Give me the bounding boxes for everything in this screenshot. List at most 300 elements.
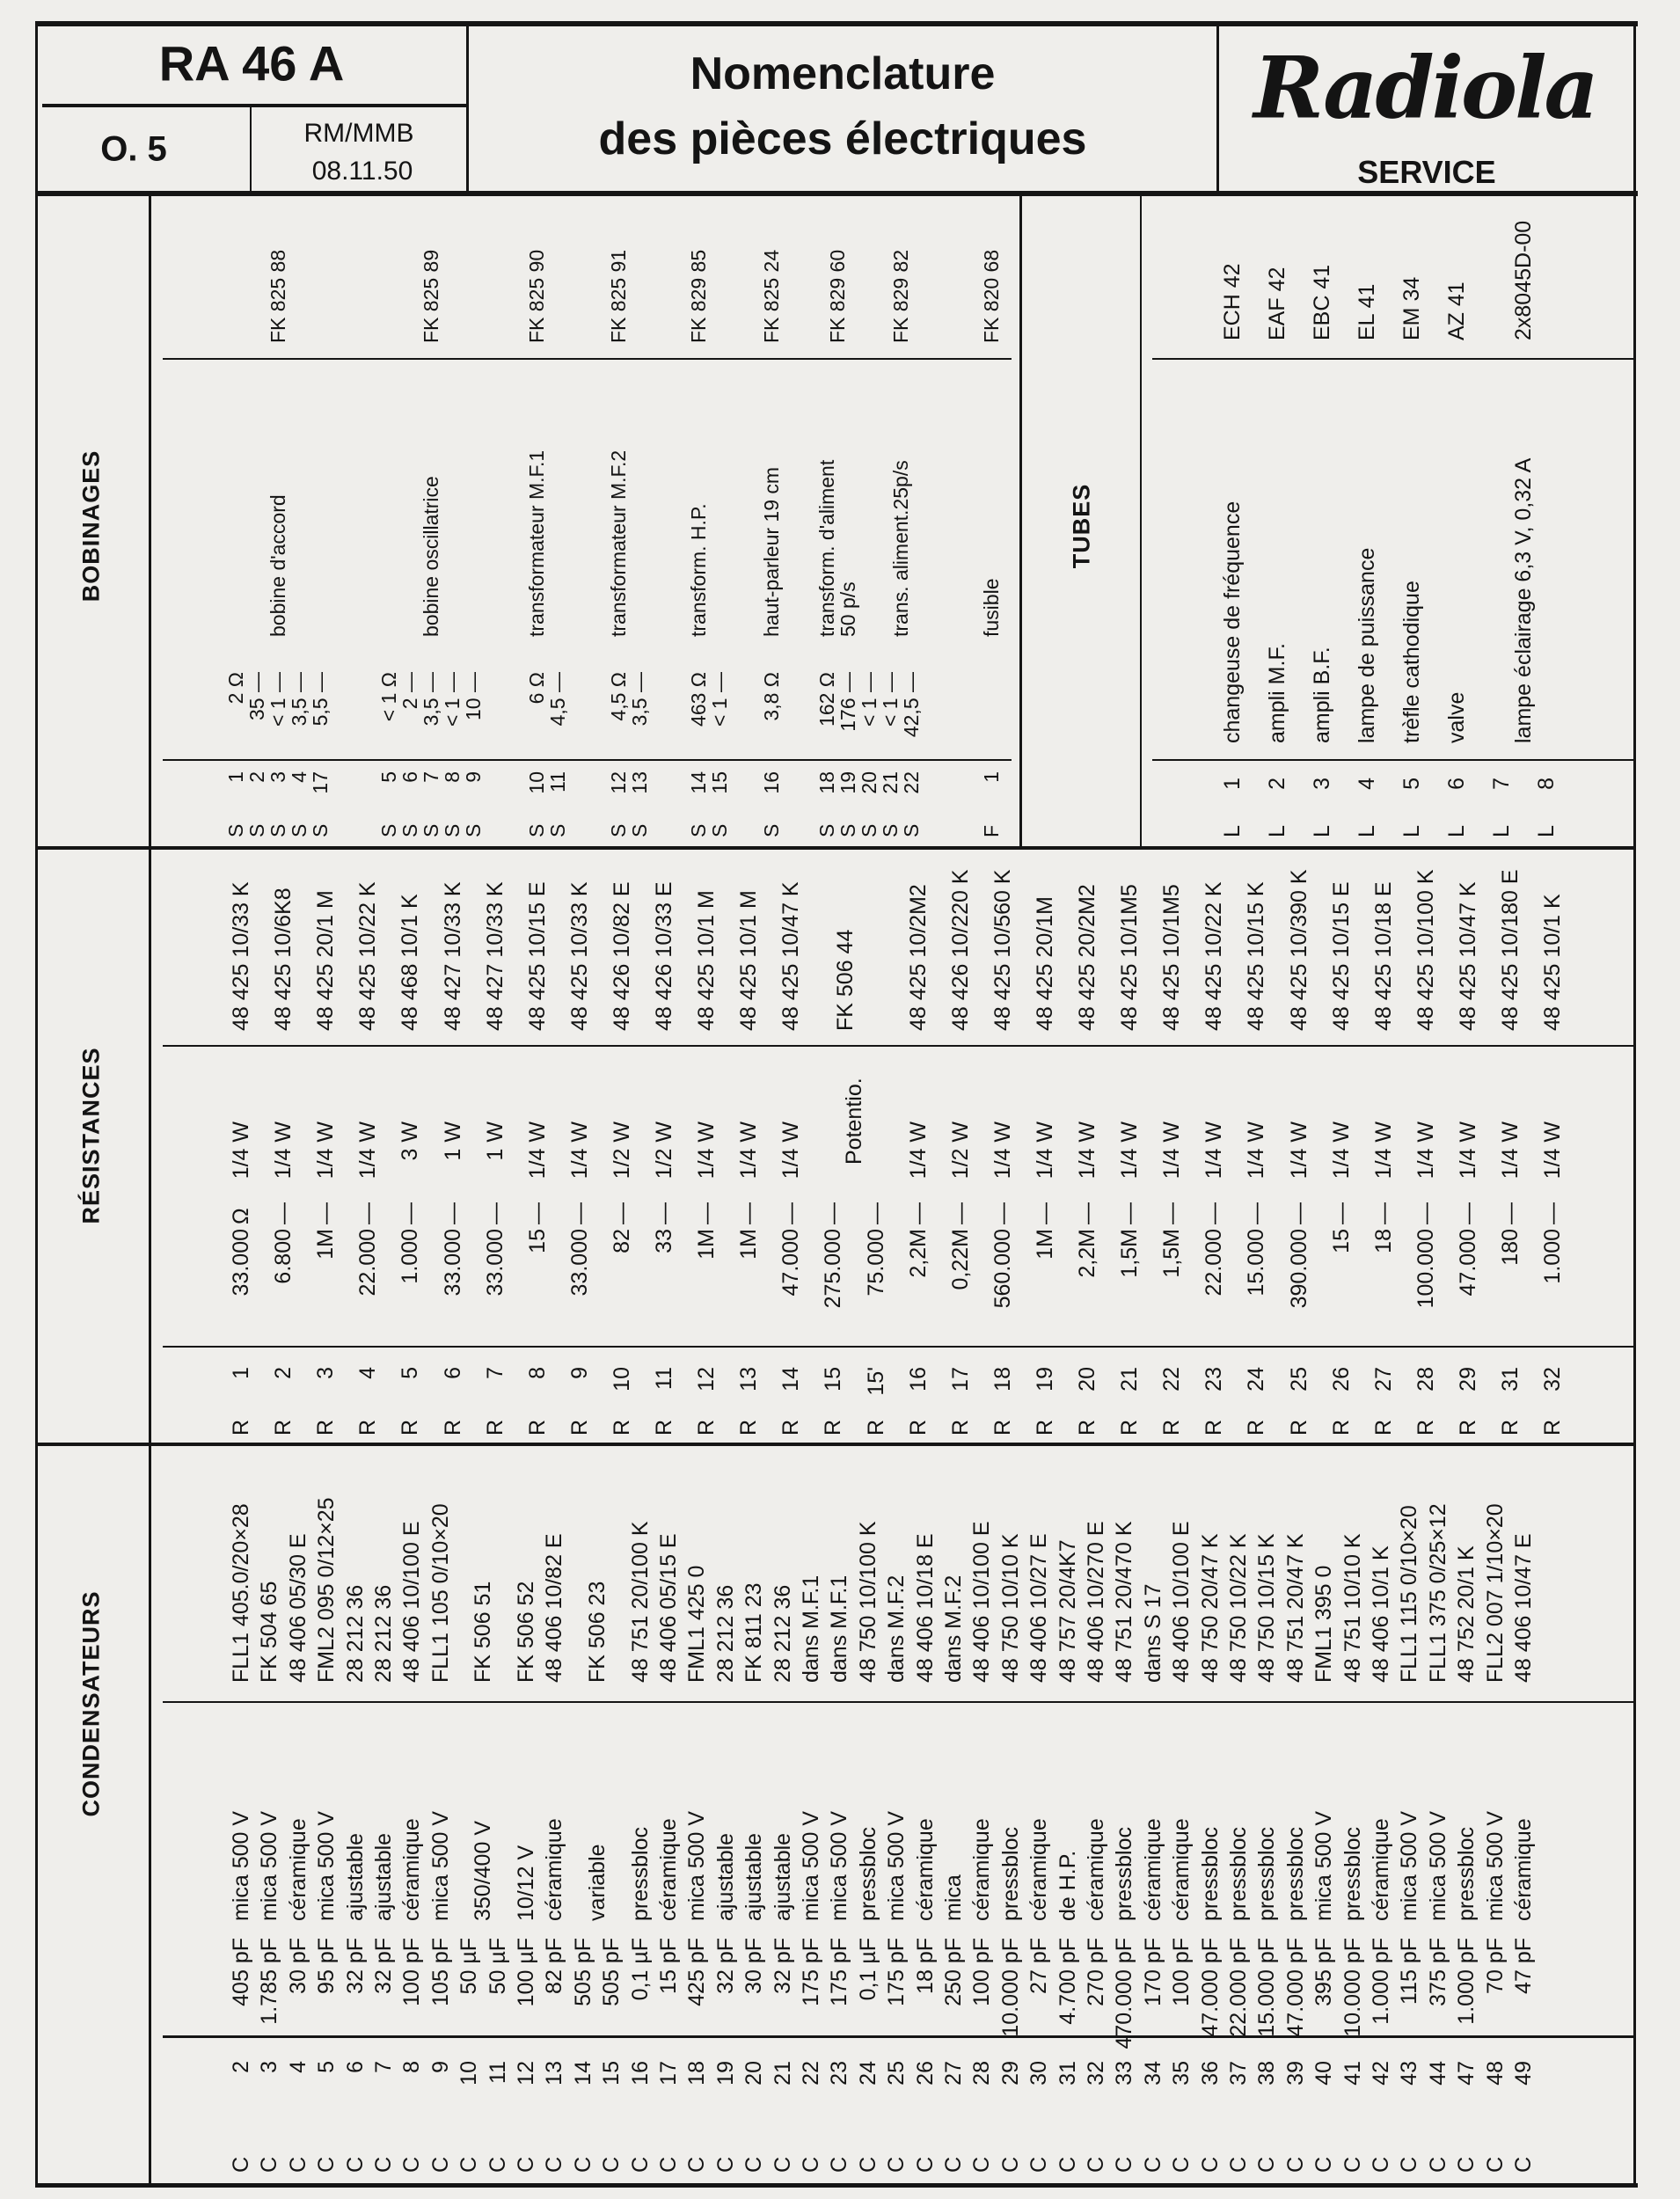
component-ref: C [827,2156,852,2173]
component-ref: L [1265,825,1289,837]
component-ref: C [684,2156,710,2173]
part-code: FK 504 65 [257,1581,282,1683]
component-ref: L [1355,825,1379,837]
component-number: 20 [858,771,880,794]
capacitor-type: pressbloc [1254,1827,1280,1921]
component-number: 9 [566,1367,592,1379]
resistor-row [1066,848,1108,1444]
separator-mark: — [1159,1202,1185,1224]
part-code: 48 751 10/10 K [1340,1533,1365,1683]
part-code: 48 468 10/1 K [398,894,423,1031]
component-number: 24 [1244,1367,1269,1392]
part-code: 48 425 10/18 E [1370,881,1396,1031]
tube-type: 2x8045D-00 [1511,220,1536,340]
capacitance-value: 22.000 pF [1226,1938,1251,2037]
component-number: 16 [627,2061,653,2086]
component-ref: C [997,2156,1023,2173]
resistance-value: 33.000 [566,1229,592,1297]
component-ref: C [514,2156,538,2173]
component-number: 35 [1169,2061,1194,2086]
component-number: 1 [229,1367,253,1379]
author-code: RM/MMB [303,119,414,148]
header-divider-1 [466,25,469,194]
capacitor-row [369,1444,398,2185]
component-number: 43 [1397,2061,1422,2086]
capacitance-value: 4.700 pF [1055,1938,1080,2025]
resistance-value: 15 [524,1229,550,1253]
section-label-resistances: RÉSISTANCES [77,1047,105,1224]
component-ref: R [440,1419,465,1436]
capacitor-type: céramique [1084,1818,1108,1921]
brand-service: SERVICE [1357,154,1496,190]
part-code: 48 425 10/100 K [1413,869,1438,1031]
component-number: 34 [1140,2061,1165,2086]
capacitor-row [1282,1444,1310,2185]
capacitor-type: mica 500 V [257,1810,282,1921]
separator-mark: — [271,1202,296,1224]
capacitor-row [626,1444,654,2185]
capacitance-value: 100 pF [969,1938,995,2006]
component-number: 39 [1282,2061,1308,2086]
component-number: 1 [1220,778,1245,790]
part-code: 48 425 10/180 E [1498,869,1523,1031]
capacitor-row [854,1444,882,2185]
capacitor-type: pressbloc [1282,1827,1308,1921]
component-ref: R [566,1419,592,1436]
capacitor-row [312,1444,340,2185]
winding-resistance: < 1 — [267,672,289,727]
component-ref: S [900,823,923,837]
component-number: 11 [652,1367,676,1390]
capacitor-type: pressbloc [1340,1827,1365,1921]
resistance-value: 15 [1328,1229,1354,1253]
part-code: 48 426 10/33 E [652,881,676,1031]
part-code: 48 406 10/47 E [1511,1533,1536,1683]
component-ref: L [1444,825,1469,837]
winding-resistance: < 1 — [879,672,902,727]
capacitance-value: 47.000 pF [1282,1938,1308,2037]
part-code: 48 425 10/1M5 [1117,884,1143,1031]
capacitance-value: 47 pF [1511,1938,1536,1994]
component-number: 16 [905,1367,931,1392]
capacitance-value: 32 pF [342,1938,368,1994]
resistor-row [1362,848,1405,1444]
component-number: 15 [708,771,731,794]
part-code: 48 406 10/270 E [1084,1521,1108,1683]
component-ref: L [1534,825,1559,837]
capacitor-row [968,1444,996,2185]
separator-mark: — [313,1202,339,1224]
separator-mark: — [905,1202,931,1224]
separator-mark: — [609,1202,634,1224]
component-ref: C [941,2156,966,2173]
capacitor-type: mica 500 V [1311,1810,1337,1921]
part-code: FK 506 23 [584,1581,610,1683]
separator-mark: — [482,1202,508,1224]
capacitor-type: céramique [1169,1818,1194,1921]
coil-row [547,196,568,848]
component-number: 1 [980,771,1003,783]
capacitance-value: 32 pF [712,1938,738,1994]
part-code: 48 425 20/2M2 [1075,884,1099,1031]
component-ref: C [969,2156,995,2173]
component-ref: R [1244,1419,1269,1436]
component-ref: R [990,1419,1015,1436]
capacitance-value: 395 pF [1311,1938,1337,2006]
tube-type: ECH 42 [1220,263,1245,340]
capacitor-row [1224,1444,1253,2185]
part-code: 48 425 10/390 K [1286,869,1311,1031]
part-code: 48 425 10/47 K [1455,881,1480,1031]
resistor-row [1024,848,1066,1444]
resistor-row [939,848,982,1444]
coil-row [442,196,463,848]
component-ref: C [371,2156,396,2173]
coil-row [310,196,331,848]
separator-mark: — [1328,1202,1354,1224]
sheet-number: O. 5 [100,129,167,169]
resistance-value: 82 [609,1229,634,1253]
condensateurs-table [211,1444,1583,2185]
component-number: 28 [969,2061,995,2086]
component-number: 17 [947,1367,973,1392]
coil-description: transformateur M.F.2 [607,449,630,637]
component-number: 38 [1254,2061,1280,2086]
part-code: 48 427 10/33 K [440,881,465,1031]
winding-resistance: 6 Ω [525,672,548,705]
capacitance-value: 1.785 pF [257,1938,282,2025]
power-rating: 1/4 W [990,1121,1015,1180]
component-ref: C [1511,2156,1536,2173]
component-ref: C [1369,2156,1393,2173]
component-number: 44 [1425,2061,1450,2086]
component-number: 3 [1310,778,1334,790]
component-number: 7 [371,2061,396,2073]
capacitor-row [1310,1444,1338,2185]
coil-description: 50 p/s [836,581,859,637]
capacitor-row [911,1444,939,2185]
capacitance-value: 15 pF [656,1938,681,1994]
component-ref: C [1454,2156,1479,2173]
component-ref: C [342,2156,368,2173]
capacitor-row [882,1444,910,2185]
separator-mark: — [1286,1202,1311,1224]
capacitor-row [825,1444,853,2185]
component-number: 7 [482,1367,508,1379]
separator-mark: — [1498,1202,1523,1224]
component-ref: R [1328,1419,1354,1436]
coil-description: trans. aliment.25p/s [889,460,912,637]
component-number: 21 [1117,1367,1143,1392]
part-code: FML1 425 0 [684,1565,710,1683]
power-rating: 1/4 W [1159,1121,1185,1180]
capacitance-value: 70 pF [1482,1938,1508,1994]
separator-mark: — [694,1202,719,1224]
separator-mark: — [524,1202,550,1224]
winding-resistance: 3,5 — [288,672,310,727]
part-code: 48 406 10/1 K [1369,1545,1393,1683]
power-rating: 1/4 W [355,1121,381,1180]
separator-mark: — [1032,1202,1057,1224]
part-code: 48 425 10/33 K [229,881,253,1031]
power-rating: 1/2 W [609,1121,634,1180]
part-code: FK 829 85 [687,249,710,343]
component-number: 32 [1084,2061,1108,2086]
component-number: 17 [656,2061,681,2086]
capacitance-value: 170 pF [1140,1938,1165,2006]
capacitor-row [712,1444,740,2185]
part-code: FLL1 105 0/10×20 [427,1503,453,1683]
component-ref: C [1340,2156,1365,2173]
component-number: 3 [313,1367,339,1379]
part-code: 28 212 36 [770,1584,795,1683]
component-ref: C [1226,2156,1251,2173]
resistance-value: 2,2M [905,1229,931,1278]
part-code: FLL2 007 1/10×20 [1482,1503,1508,1683]
resistance-value: 1M [1032,1229,1057,1260]
tube-row [1210,196,1254,848]
winding-resistance: < 1 — [708,672,731,727]
part-code: 48 425 10/6K8 [271,888,296,1031]
capacitor-type: de H.P. [1055,1850,1080,1921]
capacitor-type: mica 500 V [827,1810,852,1921]
part-code: 48 425 10/33 K [566,881,592,1031]
power-rating: 1/4 W [1540,1121,1566,1180]
component-number: 27 [941,2061,966,2086]
part-code: dans M.F.2 [941,1574,966,1683]
coil-row [629,196,650,848]
component-ref: S [815,823,838,837]
capacitor-row [597,1444,625,2185]
component-number: 40 [1311,2061,1337,2086]
component-ref: S [546,823,569,837]
capacitor-type: céramique [1369,1818,1393,1921]
power-rating: 1 W [482,1121,508,1161]
part-code: 48 752 20/1 K [1454,1545,1479,1683]
component-ref: S [760,823,783,837]
component-ref: R [355,1419,381,1436]
part-code: FK 829 60 [826,249,849,343]
component-number: 19 [712,2061,738,2086]
capacitance-value: 0,1 µF [627,1938,653,2001]
component-number: 15' [863,1367,888,1396]
capacitor-type: mica 500 V [1397,1810,1422,1921]
component-ref: R [1032,1419,1057,1436]
separator-mark: — [778,1202,804,1224]
part-code: 48 425 10/2M2 [905,884,931,1031]
header-divider-2 [1216,25,1219,194]
part-code: 48 426 10/82 E [609,881,634,1031]
component-number: 5 [314,2061,340,2073]
resistor-row [770,848,812,1444]
separator-mark: — [1455,1202,1480,1224]
component-ref: C [1169,2156,1194,2173]
component-ref: L [1310,825,1334,837]
capacitance-value: 1.000 pF [1454,1938,1479,2025]
component-number: 22 [799,2061,823,2086]
tube-row [1300,196,1344,848]
capacitor-row [1367,1444,1395,2185]
separator-mark: — [736,1202,762,1224]
capacitor-type: pressbloc [627,1827,653,1921]
component-number: 6 [398,771,421,783]
resistor-row [432,848,474,1444]
component-ref: C [1197,2156,1223,2173]
component-number: 10 [457,2061,482,2086]
capacitance-value: 0,1 µF [855,1938,880,2001]
part-code: 28 212 36 [371,1584,396,1683]
component-ref: C [1140,2156,1165,2173]
resistor-row [727,848,770,1444]
capacitance-value: 100 pF [399,1938,425,2006]
power-rating: 1/4 W [1413,1121,1438,1180]
coil-row [463,196,484,848]
power-rating: 1/4 W [778,1121,804,1180]
component-ref: S [836,823,859,837]
capacitor-type: mica 500 V [314,1810,340,1921]
resistance-value: 560.000 [990,1229,1015,1309]
part-code: FK 825 89 [420,249,442,343]
component-number: 23 [827,2061,852,2086]
part-code: 48 425 10/22 K [355,881,381,1031]
tube-type: EL 41 [1355,283,1379,340]
component-number: 24 [855,2061,880,2086]
resistance-value: 1M [694,1229,719,1260]
part-code: FK 820 68 [980,249,1003,343]
tube-row [1524,196,1568,848]
resistance-value: 2,2M [1075,1229,1099,1278]
component-number: 17 [309,771,332,794]
capacitor-type: 350/400 V [471,1821,496,1921]
winding-resistance: 4,5 Ω [607,672,630,721]
capacitance-value: 175 pF [799,1938,823,2006]
component-number: 20 [741,2061,767,2086]
resistor-row [304,848,347,1444]
coil-row [858,196,880,848]
capacitance-value: 470.000 pF [1112,1938,1137,2049]
component-number: 2 [271,1367,296,1379]
power-rating: 1/4 W [905,1121,931,1180]
component-number: 13 [542,2061,567,2086]
part-code: 48 406 10/100 E [399,1521,425,1683]
coil-description: transform. d'aliment [815,459,838,637]
part-code: FK 506 51 [471,1581,496,1683]
component-ref: C [912,2156,938,2173]
capacitor-type: céramique [656,1818,681,1921]
winding-resistance: < 1 Ω [377,672,400,722]
component-number: 31 [1498,1367,1523,1392]
power-rating: 1/4 W [1202,1121,1227,1180]
capacitor-type: ajustable [741,1832,767,1921]
component-ref: C [457,2156,482,2173]
part-code: 48 406 10/100 E [969,1521,995,1683]
capacitor-row [1082,1444,1110,2185]
component-ref: S [525,823,548,837]
capacitor-row [1509,1444,1538,2185]
winding-resistance: 42,5 — [900,672,923,738]
component-number: 4 [285,2061,310,2073]
resistance-value: 22.000 [1202,1229,1227,1297]
component-number: 13 [736,1367,762,1392]
separator-mark: — [1540,1202,1566,1224]
part-code: 48 751 20/47 K [1282,1533,1308,1683]
winding-resistance: 3,5 — [628,672,651,727]
part-code: 48 425 10/1 M [736,890,762,1031]
capacitor-row [1424,1444,1452,2185]
part-code: FK 506 44 [833,929,858,1031]
capacitor-type: mica 500 V [427,1810,453,1921]
capacitance-value: 250 pF [941,1938,966,2006]
power-rating: 1/4 W [694,1121,719,1180]
component-ref: R [863,1419,888,1436]
component-number: 18 [684,2061,710,2086]
winding-resistance: 4,5 — [546,672,569,727]
resistance-value: 33.000 [440,1229,465,1297]
part-code: 48 425 10/22 K [1202,881,1227,1031]
component-ref: R [313,1419,339,1436]
capacitance-value: 375 pF [1425,1938,1450,2006]
capacitor-type: ajustable [342,1832,368,1921]
winding-resistance: 176 — [836,672,859,732]
component-ref: S [462,823,485,837]
resistor-row [855,848,897,1444]
component-ref: R [1286,1419,1311,1436]
component-ref: S [224,823,247,837]
part-code: 48 425 10/1M5 [1159,884,1185,1031]
section-label-condensateurs: CONDENSATEURS [77,1590,105,1817]
component-ref: C [229,2156,253,2173]
component-ref: R [271,1419,296,1436]
resistance-value: 33.000 [229,1229,253,1297]
component-ref: C [1055,2156,1080,2173]
capacitor-row [1110,1444,1138,2185]
capacitance-value: 100 µF [514,1938,538,2007]
capacitor-row [484,1444,512,2185]
capacitor-row [1196,1444,1224,2185]
component-ref: R [482,1419,508,1436]
component-number: 29 [1455,1367,1480,1392]
capacitance-value: 32 pF [371,1938,396,1994]
part-code: FK 506 52 [514,1581,538,1683]
winding-resistance: < 1 — [858,672,880,727]
resistor-row [685,848,727,1444]
capacitor-row [1025,1444,1053,2185]
potentiometer-label: Potentio. [842,1078,867,1165]
winding-resistance: < 1 — [441,672,464,727]
component-number: 8 [524,1367,550,1379]
capacitance-value: 175 pF [827,1938,852,2006]
component-ref: C [427,2156,453,2173]
resistor-row [1447,848,1489,1444]
tube-type: EM 34 [1399,276,1424,340]
resistor-row [220,848,262,1444]
resistor-row [601,848,643,1444]
winding-resistance: 35 — [245,672,268,720]
resistor-row [1405,848,1447,1444]
part-code: 48 425 10/15 E [524,881,550,1031]
part-code: 48 425 10/15 E [1328,881,1354,1031]
component-ref: C [884,2156,909,2173]
capacitor-row [769,1444,797,2185]
resistance-value: 47.000 [778,1229,804,1297]
tube-row [1435,196,1479,848]
component-ref: R [1413,1419,1438,1436]
component-number: 5 [1399,778,1424,790]
component-ref: S [377,823,400,837]
component-ref: S [288,823,310,837]
resistance-value: 390.000 [1286,1229,1311,1309]
separator-mark: — [1413,1202,1438,1224]
